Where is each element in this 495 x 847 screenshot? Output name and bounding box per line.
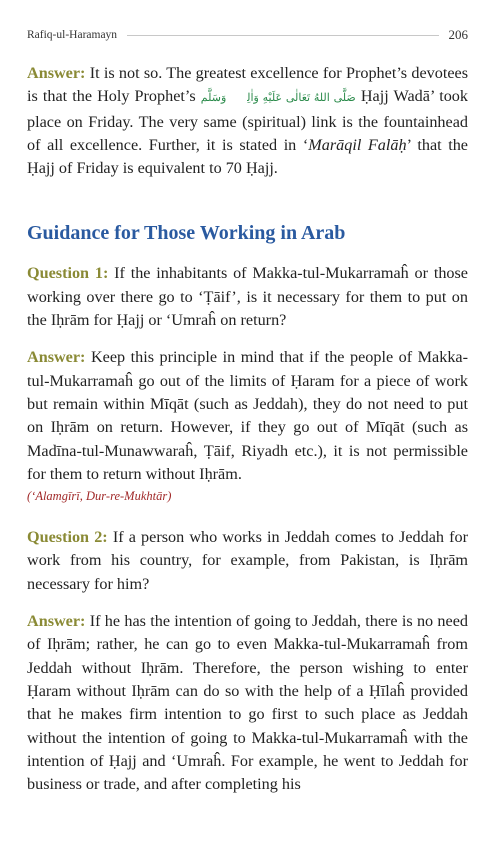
answer-label: Answer: <box>27 64 86 82</box>
answer-text-part-c: ’ that the Ḥajj of Friday is equivalent to 70 Ḥajj. <box>27 135 468 178</box>
page-number: 206 <box>448 27 468 42</box>
book-reference: Marāqil Falāḥ <box>308 135 407 154</box>
question-paragraph-1 <box>27 262 468 332</box>
question-paragraph-2 <box>27 526 468 596</box>
question-label: Question 2: <box>27 528 108 547</box>
question-text: If the inhabitants of Makka-tul-Mukarramaĥ or those working over there go to ‘Ṭāif’, is it necessary for them to put on the Iḥrām for Ḥajj or ‘Umraĥ on return? <box>27 264 468 330</box>
page-body <box>27 62 468 796</box>
section-heading: Guidance for Those Working in Arab <box>27 222 346 245</box>
question-text: If a person who works in Jeddah comes to Jeddah for work from his country, for example, from Pakistan, is Iḥrām necessary for him? <box>27 528 468 593</box>
header-rule <box>127 35 438 36</box>
salutation-calligraphy: صَلَّى اللهُ تَعَالٰى عَلَيْهِ وَاٰلِهٖ وَسَلَّم <box>200 92 356 105</box>
answer-text-part-a: It is not so. The greatest excellence for Prophet’s devotees is that the Holy Prophet’s <box>27 64 468 106</box>
answer-label: Answer: <box>27 612 86 631</box>
book-title: Rafiq-ul-Haramayn <box>27 29 118 41</box>
answer-text-part-b: Ḥajj Wadā’ took place on Friday. The very same (spiritual) link is the fountainhead of all excellence. Further, it is stated in ‘ <box>27 87 468 154</box>
answer-paragraph-1 <box>27 62 468 180</box>
answer-label: Answer: <box>27 348 86 367</box>
citation: (‘Alamgīrī, Dur-re-Mukhtār) <box>27 489 172 504</box>
question-label: Question 1: <box>27 264 109 283</box>
answer-text: Keep this principle in mind that if the people of Makka-tul-Mukarramaĥ go out of the limits of Ḥaram for a piece of work but remain within Mīqāt (such as Jeddah), they do not need to put on Iḥrām on return. However, if they go out of Mīqāt (such as Madīna-tul-Munawwaraĥ, Ṭāif, Riyadh etc.), it is not permissible for them to return without Iḥrām. <box>27 348 468 483</box>
running-header <box>27 26 468 44</box>
answer-paragraph-2 <box>27 346 468 486</box>
answer-text: If he has the intention of going to Jeddah, there is no need of Iḥrām; rather, he can go to even Makka-tul-Mukarramaĥ from Jeddah without Iḥrām. Therefore, the person wishing to enter Ḥaram without Iḥrām can do so with the help of a Ḥīlaĥ provided that he makes firm intention to go first to such place as Jeddah without the intention of going to Makka-tul-Mukarramaĥ with the intention of Ḥajj and ‘Umraĥ. For example, he went to Jeddah for business or trade, and after completing his <box>27 612 468 794</box>
answer-paragraph-3 <box>27 610 468 796</box>
